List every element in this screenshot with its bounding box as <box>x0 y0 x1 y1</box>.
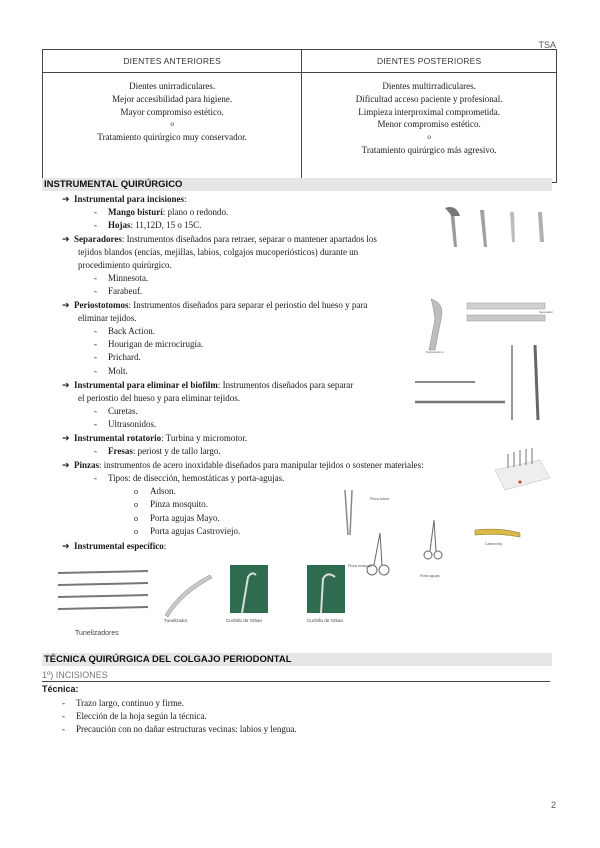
table-line: o <box>427 133 431 142</box>
list-item: o Porta agujas Castroviejo. <box>134 526 241 536</box>
table-header-posterior: DIENTES POSTERIORES <box>302 50 557 73</box>
paragraph-line: el periostio del hueso y para eliminar tejidos. <box>78 393 240 403</box>
list-item: ➔ Instrumental específico: <box>62 540 166 554</box>
table-cell-anterior <box>43 73 302 183</box>
list-item: o Porta agujas Mayo. <box>134 513 220 523</box>
figure-caption: Porta agujas <box>420 574 440 578</box>
list-item: - Elección de la hoja según la técnica. <box>62 711 207 721</box>
arrow-icon: ➔ <box>62 542 70 552</box>
arrow-icon: ➔ <box>62 195 70 205</box>
list-item: o Pinza mosquito. <box>134 499 208 509</box>
figure-caption: Separador <box>539 310 554 314</box>
list-item: o Adson. <box>134 486 176 496</box>
list-item: - Tipos: de disección, hemostáticas y porta-agujas. <box>94 473 285 483</box>
table-line: Dificultad acceso paciente y profesional. <box>355 93 503 104</box>
list-item: - Hojas: 11,12D, 15 o 15C. <box>94 220 202 230</box>
table-line: Mejor accesibilidad para higiene. <box>112 93 233 104</box>
table-line: o <box>170 120 174 129</box>
list-item: - Back Action. <box>94 326 155 336</box>
figure-caption: Pinza mosquito <box>348 564 372 568</box>
figure-caption: Tunelizadores <box>75 630 119 637</box>
list-item: ➔ Instrumental para eliminar el biofilm: Instrumentos diseñados para separar <box>62 379 353 393</box>
tunneler-tip-illustration <box>160 570 215 620</box>
figure-caption: Tunelizador <box>164 618 188 623</box>
table-line: Mayor compromiso estético. <box>120 106 224 117</box>
list-item: - Fresas: periost y de tallo largo. <box>94 446 221 456</box>
forceps-illustration <box>340 485 560 585</box>
list-item: ➔ Instrumental para incisiones: <box>62 193 187 207</box>
table-line: Dientes unirradiculares. <box>129 81 216 91</box>
figure-caption: Cuchillo de Orban <box>226 618 263 623</box>
paragraph-line: eliminar tejidos. <box>78 313 137 323</box>
table-line: Menor compromiso estético. <box>377 119 481 130</box>
paragraph-line: tejidos blandos (encías, mejillas, labios, colgajos mucoperiósticos) durante un <box>78 247 359 257</box>
curettes-illustration <box>405 340 555 425</box>
table-cell-posterior <box>302 73 557 183</box>
list-item: - Ultrasonidos. <box>94 419 157 429</box>
orban-knife-photo <box>230 565 268 613</box>
figure-caption: Castroviejo <box>485 542 503 546</box>
list-item: - Hourigan de microcirugía. <box>94 339 204 349</box>
table-line: Dientes multirradiculares. <box>382 81 476 91</box>
table-header-anterior: DIENTES ANTERIORES <box>43 50 302 73</box>
arrow-icon: ➔ <box>62 381 70 391</box>
scalpel-illustration <box>440 202 555 252</box>
arrow-icon: ➔ <box>62 235 70 245</box>
paragraph-line: procedimiento quirúrgico. <box>78 260 172 270</box>
list-item: - Minnesota. <box>94 273 149 283</box>
list-item: - Precaución con no dañar estructuras vecinas: labios y lengua. <box>62 724 297 734</box>
tecnica-label: Técnica: <box>42 684 79 694</box>
figure-caption: Cuchillo de Orban <box>307 618 344 623</box>
figure-caption: Periostotomo <box>426 350 444 354</box>
table-line: Tratamiento quirúrgico más agresivo. <box>361 144 497 155</box>
section-title-instrumental: INSTRUMENTAL QUIRÚRGICO <box>42 178 552 191</box>
list-item: - Trazo largo, continuo y firme. <box>62 698 184 708</box>
list-item: - Molt. <box>94 366 128 376</box>
table-line: Tratamiento quirúrgico muy conservador. <box>97 132 247 143</box>
figure-caption: Pinza Adson <box>370 497 390 501</box>
orban-knife-photo-2 <box>307 565 345 613</box>
table-line: Limpieza interproximal comprometida. <box>358 106 500 117</box>
subsection-title-incisiones: 1º) INCISIONES <box>42 669 550 682</box>
tunnelers-illustration <box>50 565 155 620</box>
list-item: - Curetas. <box>94 406 138 416</box>
comparison-table <box>42 49 557 183</box>
list-item: ➔ Instrumental rotatorio: Turbina y micromotor. <box>62 432 247 446</box>
list-item: ➔ Separadores: Instrumentos diseñados para retraer, separar o mantener apartados los <box>62 233 377 247</box>
header-tag: TSA <box>538 40 556 50</box>
section-title-tecnica: TÉCNICA QUIRÚRGICA DEL COLGAJO PERIODONTAL <box>42 653 552 666</box>
arrow-icon: ➔ <box>62 461 70 471</box>
list-item: - Mango bisturí: plano o redondo. <box>94 207 229 217</box>
list-item: ➔ Periostotomos: Instrumentos diseñados para separar el periostio del hueso y para <box>62 299 367 313</box>
page-number: 2 <box>550 800 556 810</box>
arrow-icon: ➔ <box>62 434 70 444</box>
list-item: - Prichard. <box>94 352 141 362</box>
list-item: ➔ Pinzas: instrumentos de acero inoxidable diseñados para manipular tejidos o sostener materiales: <box>62 459 424 473</box>
arrow-icon: ➔ <box>62 301 70 311</box>
list-item: - Farabeuf. <box>94 286 143 296</box>
